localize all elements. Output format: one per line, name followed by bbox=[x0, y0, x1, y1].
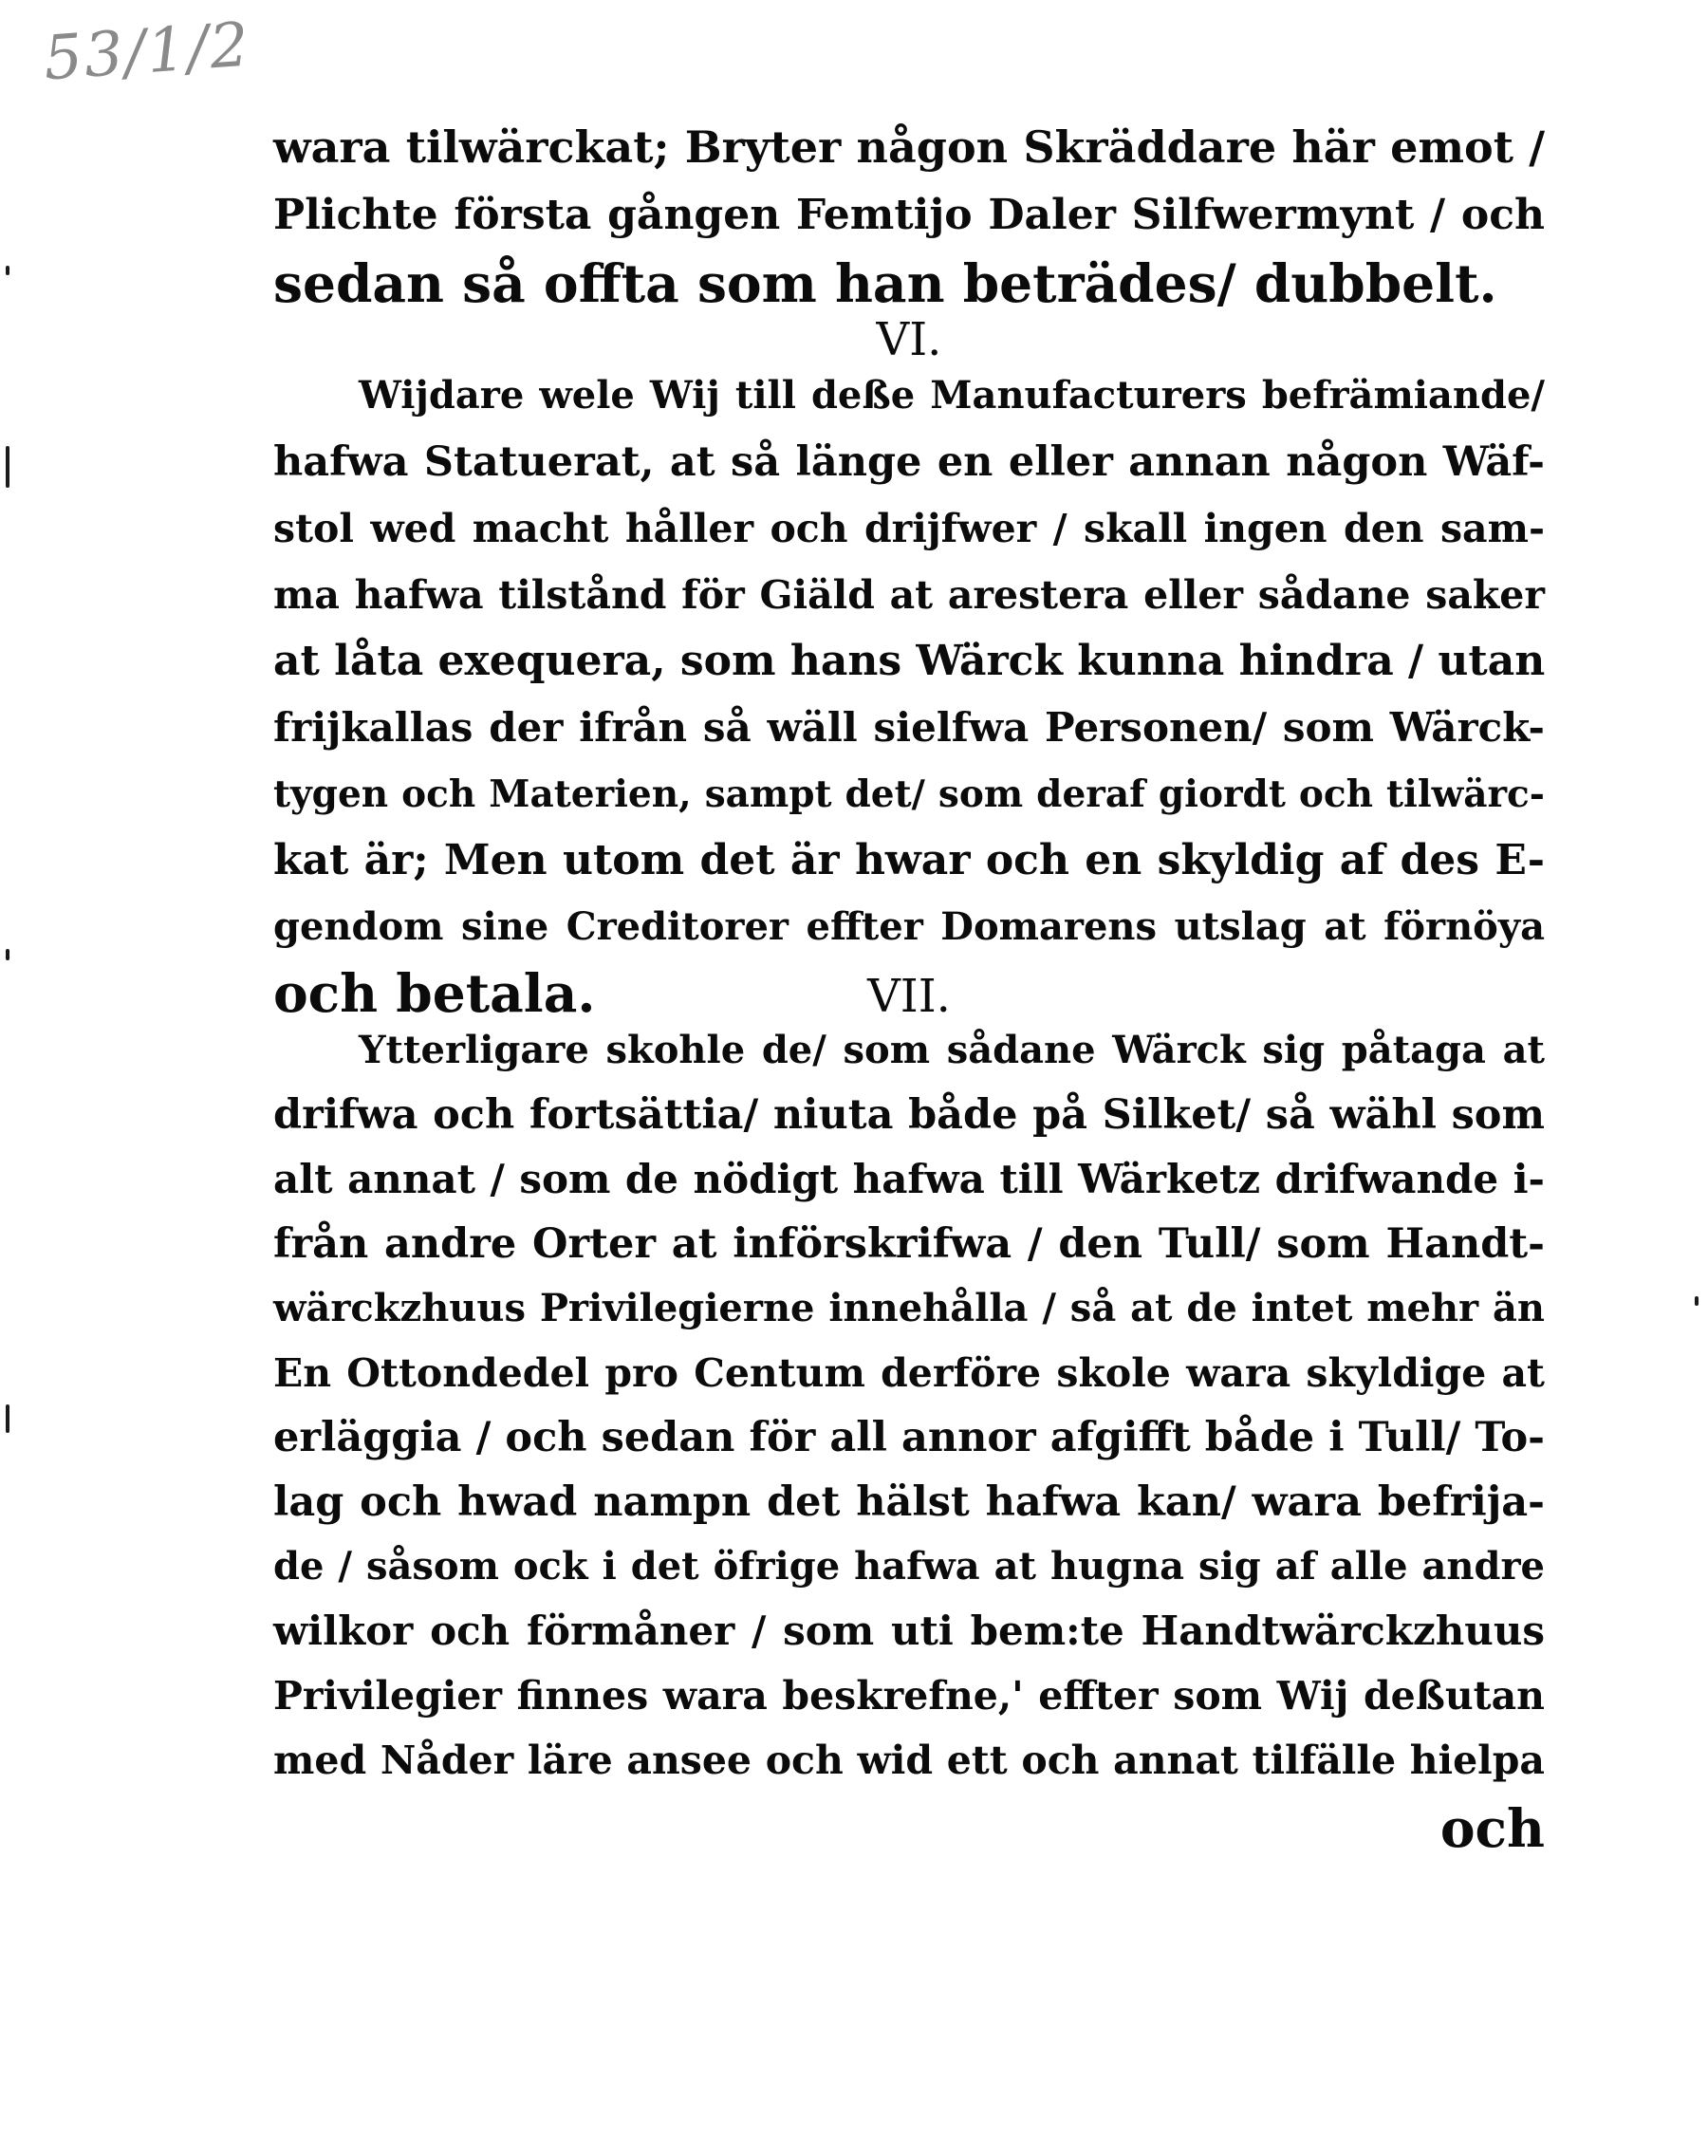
scan-mark bbox=[6, 266, 9, 275]
text-line: wärckzhuus Privilegierne innehålla / så at de intet mehr än bbox=[273, 1286, 1545, 1330]
text-line: Privilegier finnes wara beskrefne,' effter som Wij deßutan bbox=[273, 1673, 1545, 1719]
text-line: sedan så offta som han beträdes/ dubbelt. bbox=[273, 252, 1497, 314]
text-line: wara tilwärckat; Bryter någon Skräddare här emot / bbox=[273, 121, 1545, 173]
text-line: frijkallas der ifrån så wäll sielfwa Personen/ som Wärck- bbox=[273, 704, 1545, 751]
scan-mark bbox=[1695, 1296, 1699, 1306]
text-line: ma hafwa tilstånd för Giäld at arestera eller sådane saker bbox=[273, 572, 1545, 618]
scan-mark bbox=[6, 446, 9, 488]
text-line: tygen och Materien, sampt det/ som deraf giordt och tilwärc- bbox=[273, 772, 1545, 816]
catchword: och bbox=[1439, 1797, 1545, 1859]
text-line: Ytterligare skohle de/ som sådane Wärck sig påtaga at bbox=[359, 1028, 1545, 1072]
text-line: med Nåder läre ansee och wid ett och annat tilfälle hielpa bbox=[273, 1738, 1545, 1783]
text-line: En Ottondedel pro Centum derföre skole wara skyldige at bbox=[273, 1350, 1545, 1396]
scan-mark bbox=[6, 949, 9, 960]
text-line: kat är; Men utom det är hwar och en skyldig af des E- bbox=[273, 836, 1545, 884]
handwritten-margin-note: 53/1/2 bbox=[41, 9, 253, 95]
text-line: Plichte första gången Femtijo Daler Silfwermynt / och bbox=[273, 191, 1545, 239]
text-line: lag och hwad nampn det hälst hafwa kan/ wara befrija- bbox=[273, 1478, 1545, 1526]
text-line: at låta exequera, som hans Wärck kunna hindra / utan bbox=[273, 637, 1546, 685]
text-line: gendom sine Creditorer effter Domarens utslag at förnöya bbox=[273, 904, 1545, 949]
text-line: hafwa Statuerat, at så länge en eller annan någon Wäf- bbox=[273, 438, 1545, 486]
text-line: erläggia / och sedan för all annor afgifft både i Tull/ To- bbox=[273, 1414, 1545, 1461]
text-line: drifwa och fortsättia/ niuta både på Silket/ så wähl som bbox=[273, 1091, 1545, 1139]
section-heading-vi: VI. bbox=[876, 313, 942, 366]
text-line: stol wed macht håller och drijfwer / skall ingen den sam- bbox=[273, 506, 1545, 551]
text-line: Wijdare wele Wij till deße Manufacturers befrämiande/ bbox=[359, 373, 1545, 418]
text-line: från andre Orter at införskrifwa / den Tull/ som Handt- bbox=[273, 1220, 1545, 1268]
section-heading-vii: VII. bbox=[867, 970, 951, 1023]
text-line: de / såsom ock i det öfrige hafwa at hugna sig af alle andre bbox=[273, 1544, 1545, 1589]
text-line: och betala. bbox=[273, 962, 596, 1024]
scan-mark bbox=[6, 1404, 9, 1433]
text-line: alt annat / som de nödigt hafwa till Wärketz drifwande i- bbox=[273, 1156, 1545, 1202]
text-line: wilkor och förmåner / som uti bem:te Handtwärckzhuus bbox=[273, 1608, 1545, 1654]
